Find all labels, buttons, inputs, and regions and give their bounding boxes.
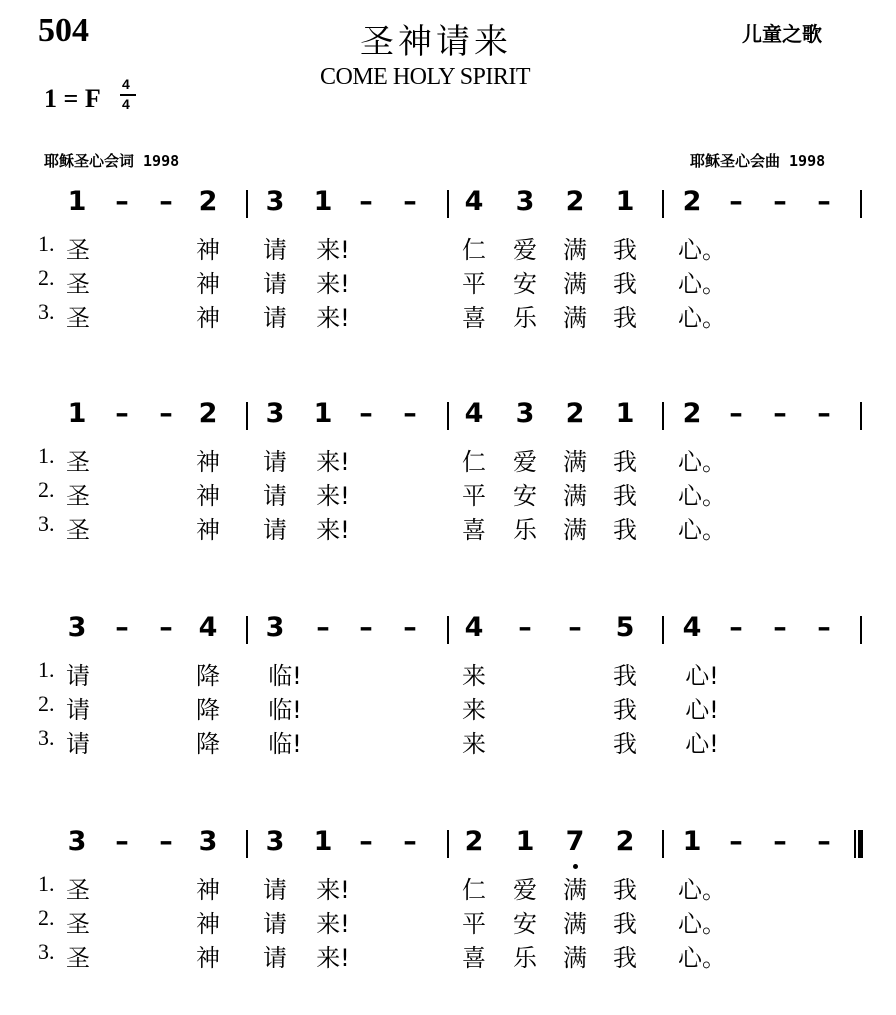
note: 3: [265, 186, 285, 217]
time-signature-top: 4: [122, 76, 130, 92]
barline: [662, 190, 664, 218]
lyric-syllable: 心。: [678, 944, 726, 972]
note: –: [359, 826, 373, 857]
lyric-syllable: 请: [263, 910, 287, 938]
lyric-syllable: 圣: [66, 876, 90, 904]
verse-number: 1.: [38, 231, 55, 256]
lyric-syllable: 神: [196, 236, 220, 264]
barline: [447, 616, 449, 644]
lyric-syllable: 爱: [513, 236, 537, 264]
note: 3: [265, 826, 285, 857]
barline: [860, 616, 862, 644]
time-signature-bottom: 4: [122, 96, 130, 112]
lyric-syllable: 我: [613, 516, 637, 544]
lyric-syllable: 降: [196, 696, 220, 724]
lyric-syllable: 来: [462, 730, 486, 758]
lyric-syllable: 安: [513, 910, 537, 938]
verse-number: 3.: [38, 511, 55, 536]
note: 2: [464, 826, 484, 857]
note: –: [729, 186, 743, 217]
verse-number: 2.: [38, 265, 55, 290]
title-english: COME HOLY SPIRIT: [320, 64, 531, 90]
lyric-syllable: 来!: [316, 944, 350, 972]
lyric-syllable: 满: [563, 304, 587, 332]
lyric-syllable: 喜: [462, 516, 486, 544]
lyric-syllable: 圣: [66, 910, 90, 938]
lyric-syllable: 心!: [685, 730, 719, 758]
note: –: [773, 186, 787, 217]
lyric-syllable: 来!: [316, 448, 350, 476]
note: 4: [682, 612, 702, 643]
note: –: [729, 398, 743, 429]
lyric-syllable: 安: [513, 482, 537, 510]
lyric-syllable: 喜: [462, 304, 486, 332]
lyric-syllable: 心。: [678, 448, 726, 476]
note: 4: [464, 398, 484, 429]
lyric-syllable: 降: [196, 730, 220, 758]
verse-number: 1.: [38, 657, 55, 682]
barline: [246, 830, 248, 858]
note: 3: [265, 612, 285, 643]
lyric-syllable: 来: [462, 662, 486, 690]
barline: [860, 402, 862, 430]
lyric-syllable: 乐: [513, 516, 537, 544]
barline: [246, 190, 248, 218]
barline: [662, 616, 664, 644]
note: –: [403, 612, 417, 643]
note: 1: [313, 186, 333, 217]
lyric-syllable: 平: [462, 910, 486, 938]
lyric-syllable: 我: [613, 876, 637, 904]
lyric-syllable: 仁: [462, 448, 486, 476]
note: –: [568, 612, 582, 643]
note: –: [115, 186, 129, 217]
note: 4: [464, 186, 484, 217]
note: –: [817, 398, 831, 429]
note: –: [817, 186, 831, 217]
lyric-syllable: 请: [263, 270, 287, 298]
lyric-syllable: 临!: [268, 662, 302, 690]
note: –: [359, 398, 373, 429]
lyric-syllable: 我: [613, 730, 637, 758]
note: 2: [682, 186, 702, 217]
note: –: [115, 612, 129, 643]
lyric-syllable: 心。: [678, 236, 726, 264]
lyric-syllable: 心。: [678, 270, 726, 298]
barline: [854, 830, 856, 858]
lyric-syllable: 满: [563, 516, 587, 544]
verse-number: 3.: [38, 725, 55, 750]
lyric-syllable: 降: [196, 662, 220, 690]
lyric-syllable: 仁: [462, 236, 486, 264]
note: –: [403, 186, 417, 217]
lyric-syllable: 心。: [678, 516, 726, 544]
note: 4: [198, 612, 218, 643]
final-barline: [858, 830, 863, 858]
lyric-syllable: 平: [462, 270, 486, 298]
lyric-syllable: 来!: [316, 236, 350, 264]
lyric-syllable: 心!: [685, 696, 719, 724]
barline: [662, 402, 664, 430]
lyric-syllable: 请: [263, 304, 287, 332]
note: 3: [265, 398, 285, 429]
lyric-syllable: 我: [613, 482, 637, 510]
lyric-syllable: 爱: [513, 876, 537, 904]
composer-credit: 耶稣圣心会曲 1998: [690, 152, 826, 170]
note: 1: [67, 398, 87, 429]
note: –: [518, 612, 532, 643]
verse-number: 3.: [38, 939, 55, 964]
lyric-syllable: 心。: [678, 304, 726, 332]
note: 3: [515, 398, 535, 429]
lyric-syllable: 圣: [66, 270, 90, 298]
note: 1: [615, 398, 635, 429]
lyric-syllable: 圣: [66, 944, 90, 972]
note: 7: [565, 826, 585, 857]
lyric-syllable: 临!: [268, 696, 302, 724]
hymn-number: 504: [38, 12, 89, 49]
barline: [662, 830, 664, 858]
lyric-syllable: 我: [613, 944, 637, 972]
lyric-syllable: 平: [462, 482, 486, 510]
title-chinese: 圣神请来: [360, 22, 512, 62]
note: –: [159, 398, 173, 429]
lyric-syllable: 圣: [66, 236, 90, 264]
note: –: [773, 826, 787, 857]
lyric-syllable: 神: [196, 516, 220, 544]
note: 1: [67, 186, 87, 217]
note: 1: [515, 826, 535, 857]
note: –: [359, 612, 373, 643]
lyric-syllable: 满: [563, 944, 587, 972]
lyric-syllable: 请: [263, 876, 287, 904]
note: 1: [615, 186, 635, 217]
barline: [447, 190, 449, 218]
lyric-syllable: 来!: [316, 910, 350, 938]
lyric-syllable: 神: [196, 482, 220, 510]
lyric-syllable: 心。: [678, 482, 726, 510]
lyric-syllable: 请: [263, 236, 287, 264]
verse-number: 2.: [38, 477, 55, 502]
lyric-syllable: 喜: [462, 944, 486, 972]
barline: [447, 830, 449, 858]
note: –: [159, 612, 173, 643]
lyric-syllable: 来!: [316, 270, 350, 298]
lyric-syllable: 神: [196, 270, 220, 298]
verse-number: 1.: [38, 443, 55, 468]
lyric-syllable: 来!: [316, 482, 350, 510]
note: –: [159, 186, 173, 217]
note: 5: [615, 612, 635, 643]
note: 3: [67, 612, 87, 643]
note: 4: [464, 612, 484, 643]
note: –: [729, 612, 743, 643]
lyric-syllable: 神: [196, 448, 220, 476]
lyric-syllable: 请: [263, 516, 287, 544]
note: 2: [565, 398, 585, 429]
verse-number: 1.: [38, 871, 55, 896]
lyric-syllable: 请: [66, 696, 90, 724]
lyric-syllable: 来!: [316, 516, 350, 544]
lyric-syllable: 满: [563, 910, 587, 938]
note: 2: [565, 186, 585, 217]
note: –: [403, 398, 417, 429]
note: –: [817, 612, 831, 643]
lyric-syllable: 我: [613, 662, 637, 690]
verse-number: 2.: [38, 691, 55, 716]
lyric-syllable: 神: [196, 944, 220, 972]
note: –: [359, 186, 373, 217]
note: 2: [198, 398, 218, 429]
lyric-syllable: 神: [196, 304, 220, 332]
note: –: [115, 826, 129, 857]
lyric-syllable: 满: [563, 448, 587, 476]
note: –: [403, 826, 417, 857]
note: 1: [313, 398, 333, 429]
note: 2: [615, 826, 635, 857]
lyric-syllable: 请: [66, 662, 90, 690]
lyric-syllable: 请: [263, 448, 287, 476]
lyric-syllable: 请: [263, 482, 287, 510]
barline: [447, 402, 449, 430]
lyric-syllable: 圣: [66, 304, 90, 332]
barline: [246, 402, 248, 430]
barline: [860, 190, 862, 218]
category-label: 儿童之歌: [742, 22, 822, 46]
note: –: [729, 826, 743, 857]
lyric-syllable: 仁: [462, 876, 486, 904]
lyric-syllable: 请: [263, 944, 287, 972]
lyric-syllable: 满: [563, 270, 587, 298]
note: –: [115, 398, 129, 429]
note: –: [773, 398, 787, 429]
note: 1: [313, 826, 333, 857]
lyric-syllable: 乐: [513, 304, 537, 332]
lyric-syllable: 我: [613, 696, 637, 724]
note: –: [316, 612, 330, 643]
note: 2: [198, 186, 218, 217]
verse-number: 2.: [38, 905, 55, 930]
note: –: [773, 612, 787, 643]
lyric-syllable: 爱: [513, 448, 537, 476]
note: 1: [682, 826, 702, 857]
lyric-syllable: 安: [513, 270, 537, 298]
lyric-syllable: 圣: [66, 482, 90, 510]
lyric-syllable: 满: [563, 876, 587, 904]
key-signature: 1 = F: [44, 84, 101, 113]
lyric-syllable: 我: [613, 304, 637, 332]
lyric-syllable: 心。: [678, 876, 726, 904]
lyric-syllable: 来!: [316, 304, 350, 332]
lyric-syllable: 请: [66, 730, 90, 758]
lyric-syllable: 圣: [66, 448, 90, 476]
note: 3: [198, 826, 218, 857]
lyric-syllable: 临!: [268, 730, 302, 758]
lyric-syllable: 圣: [66, 516, 90, 544]
low-octave-dot: [573, 864, 578, 869]
lyric-syllable: 我: [613, 270, 637, 298]
lyric-syllable: 心。: [678, 910, 726, 938]
lyric-syllable: 我: [613, 236, 637, 264]
lyric-syllable: 满: [563, 482, 587, 510]
lyric-syllable: 我: [613, 448, 637, 476]
lyric-syllable: 我: [613, 910, 637, 938]
note: 3: [515, 186, 535, 217]
lyric-syllable: 乐: [513, 944, 537, 972]
note: 2: [682, 398, 702, 429]
lyric-syllable: 来!: [316, 876, 350, 904]
note: –: [159, 826, 173, 857]
verse-number: 3.: [38, 299, 55, 324]
note: –: [817, 826, 831, 857]
lyric-syllable: 神: [196, 876, 220, 904]
note: 3: [67, 826, 87, 857]
lyric-syllable: 神: [196, 910, 220, 938]
barline: [246, 616, 248, 644]
lyric-syllable: 心!: [685, 662, 719, 690]
lyric-syllable: 满: [563, 236, 587, 264]
lyric-syllable: 来: [462, 696, 486, 724]
lyricist-credit: 耶稣圣心会词 1998: [44, 152, 180, 170]
